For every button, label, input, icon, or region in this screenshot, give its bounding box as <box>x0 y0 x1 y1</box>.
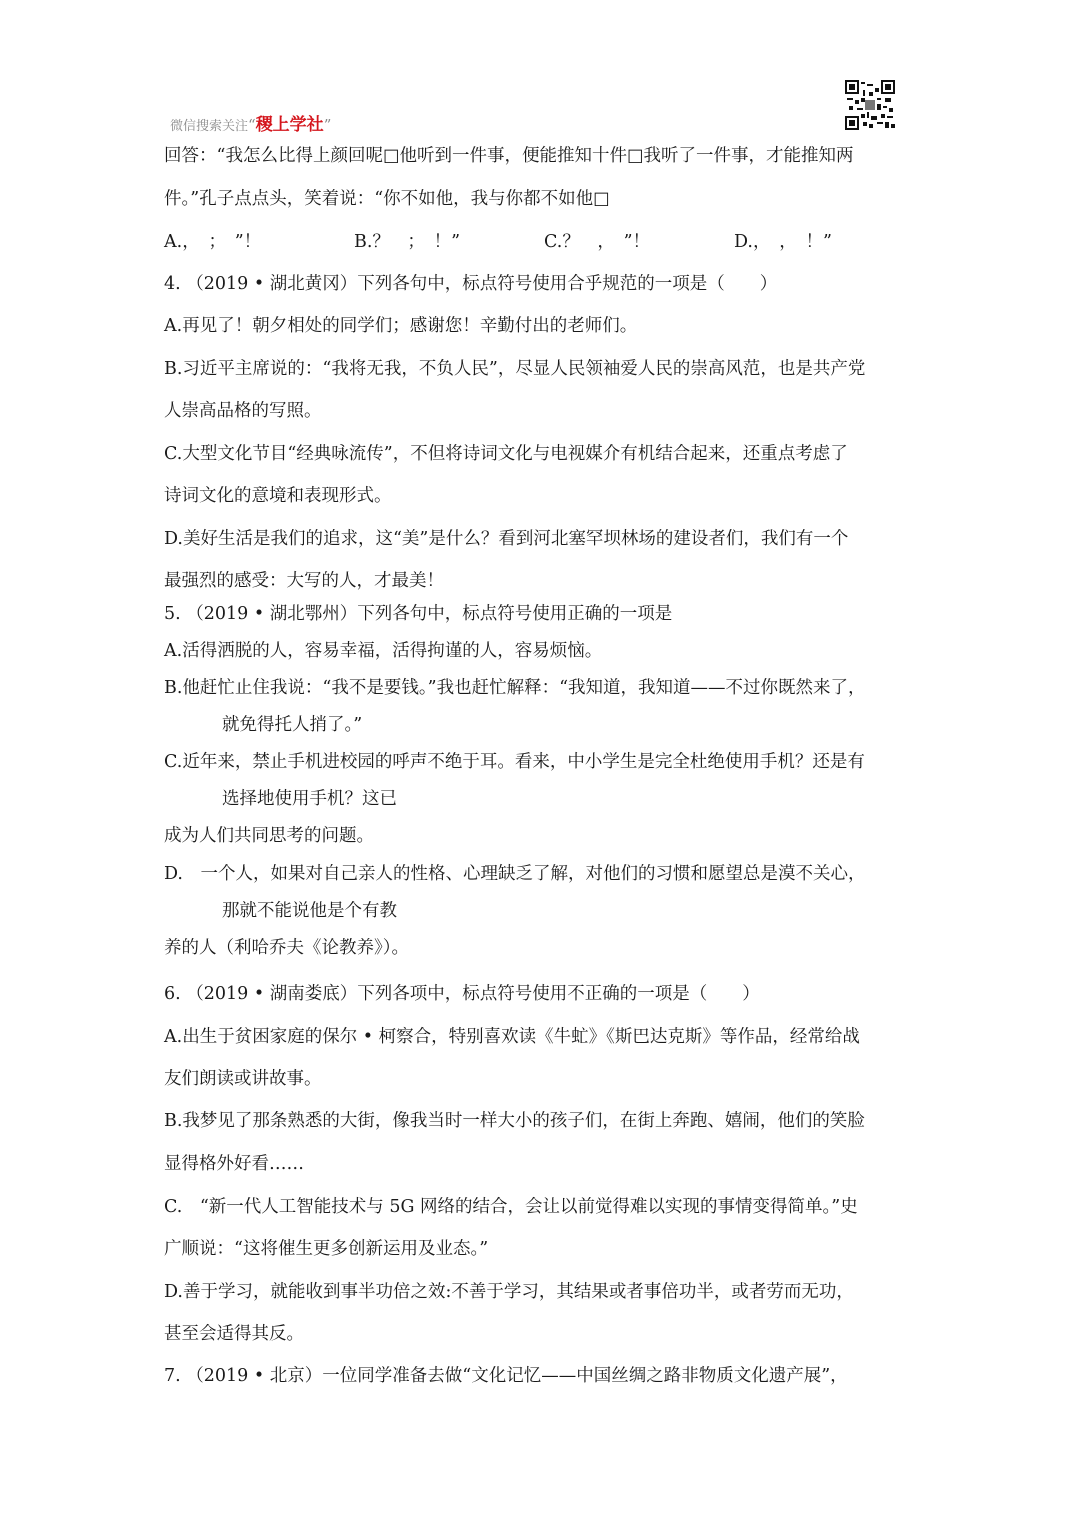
q4-option-d-line-1: D.美好生活是我们的追求，这“美”是什么？看到河北塞罕坝林场的建设者们，我们有一个 <box>164 529 849 549</box>
quote-open: “ <box>248 116 256 134</box>
brand-name: 稷上学社 <box>255 115 324 135</box>
q4-option-a: A.再见了！朝夕相处的同学们；感谢您！辛勤付出的老师们。 <box>164 316 638 336</box>
header-watermark <box>170 110 331 135</box>
q6-option-d-line-1: D.善于学习，就能收到事半功倍之效:不善于学习，其结果或者事倍功半，或者劳而无功， <box>164 1282 854 1302</box>
q5-option-d-line-2: 那就不能说他是个有教 <box>222 901 397 921</box>
q3-options <box>164 234 832 252</box>
q4-option-b-line-2: 人崇高品格的写照。 <box>164 401 322 421</box>
q3-continuation-line-1: 回答：“我怎么比得上颜回呢□他听到一件事，便能推知十件□我听了一件事，才能推知两 <box>164 146 854 166</box>
q6-option-a-line-2: 友们朗读或讲故事。 <box>164 1069 322 1089</box>
q4-option-b-line-1: B.习近平主席说的：“我将无我，不负人民”，尽显人民领袖爱人民的崇高风范，也是共产党 <box>164 359 866 379</box>
q6-option-c-line-2: 广顺说：“这将催生更多创新运用及业态。” <box>164 1239 489 1259</box>
q4-option-d-line-2: 最强烈的感受：大写的人，才最美！ <box>164 571 444 591</box>
q5-option-d-line-3: 养的人（利哈乔夫《论教养》）。 <box>164 938 409 958</box>
q6-option-b-line-2: 显得格外好看…… <box>164 1154 304 1174</box>
q6-option-d-line-2: 甚至会适得其反。 <box>164 1324 304 1344</box>
quote-close: ” <box>323 116 332 134</box>
q4-option-c-line-2: 诗词文化的意境和表现形式。 <box>164 486 392 506</box>
option-a: A.， ； ”！ <box>164 232 262 252</box>
q5-option-c-line-1: C.近年来，禁止手机进校园的呼声不绝于耳。看来，中小学生是完全杜绝使用手机？还是有 <box>164 752 865 772</box>
qr-code-icon <box>845 80 895 130</box>
q6-option-a-line-1: A.出生于贫困家庭的保尔 • 柯察合，特别喜欢读《牛虻》《斯巴达克斯》等作品，经常给战 <box>164 1027 860 1047</box>
q3-continuation-line-2: 件。”孔子点点头，笑着说：“你不如他，我与你都不如他□ <box>164 189 610 209</box>
q5-option-c-line-3: 成为人们共同思考的问题。 <box>164 826 374 846</box>
option-d: D.， ， ！” <box>734 232 832 252</box>
q4-option-c-line-1: C.大型文化节目“经典咏流传”，不但将诗词文化与电视媒介有机结合起来，还重点考虑了 <box>164 444 848 464</box>
q5-option-c-line-2: 选择地使用手机？这已 <box>222 789 397 809</box>
follow-text: 微信搜索关注 <box>170 119 249 134</box>
q6-option-b-line-1: B.我梦见了那条熟悉的大街，像我当时一样大小的孩子们，在街上奔跑、嬉闹，他们的笑脸 <box>164 1111 865 1131</box>
q5-option-d-line-1: D. 一个人，如果对自己亲人的性格、心理缺乏了解，对他们的习惯和愿望总是漠不关心， <box>164 864 866 884</box>
q5-option-b-line-2: 就免得托人捎了。” <box>222 715 363 735</box>
q6-option-c-line-1: C. “新一代人工智能技术与 5G 网络的结合，会让以前觉得难以实现的事情变得简单。”史 <box>164 1197 858 1217</box>
option-b: B.？ ； ！” <box>354 232 461 252</box>
option-c: C.？ ， ”！ <box>544 232 651 252</box>
q5-stem: 5. （2019 • 湖北鄂州）下列各句中，标点符号使用正确的一项是 <box>164 604 673 624</box>
q5-option-b-line-1: B.他赶忙止住我说：“我不是要钱。”我也赶忙解释：“我知道，我知道——不过你既然来了， <box>164 678 866 698</box>
q4-stem: 4. （2019 • 湖北黄冈）下列各句中，标点符号使用合乎规范的一项是（ ） <box>164 274 778 294</box>
q7-stem: 7. （2019 • 北京）一位同学准备去做“文化记忆——中国丝绸之路非物质文化遗产展”， <box>164 1366 848 1386</box>
q5-option-a: A.活得洒脱的人，容易幸福，活得拘谨的人，容易烦恼。 <box>164 641 603 661</box>
q6-stem: 6. （2019 • 湖南娄底）下列各项中，标点符号使用不正确的一项是（ ） <box>164 984 760 1004</box>
